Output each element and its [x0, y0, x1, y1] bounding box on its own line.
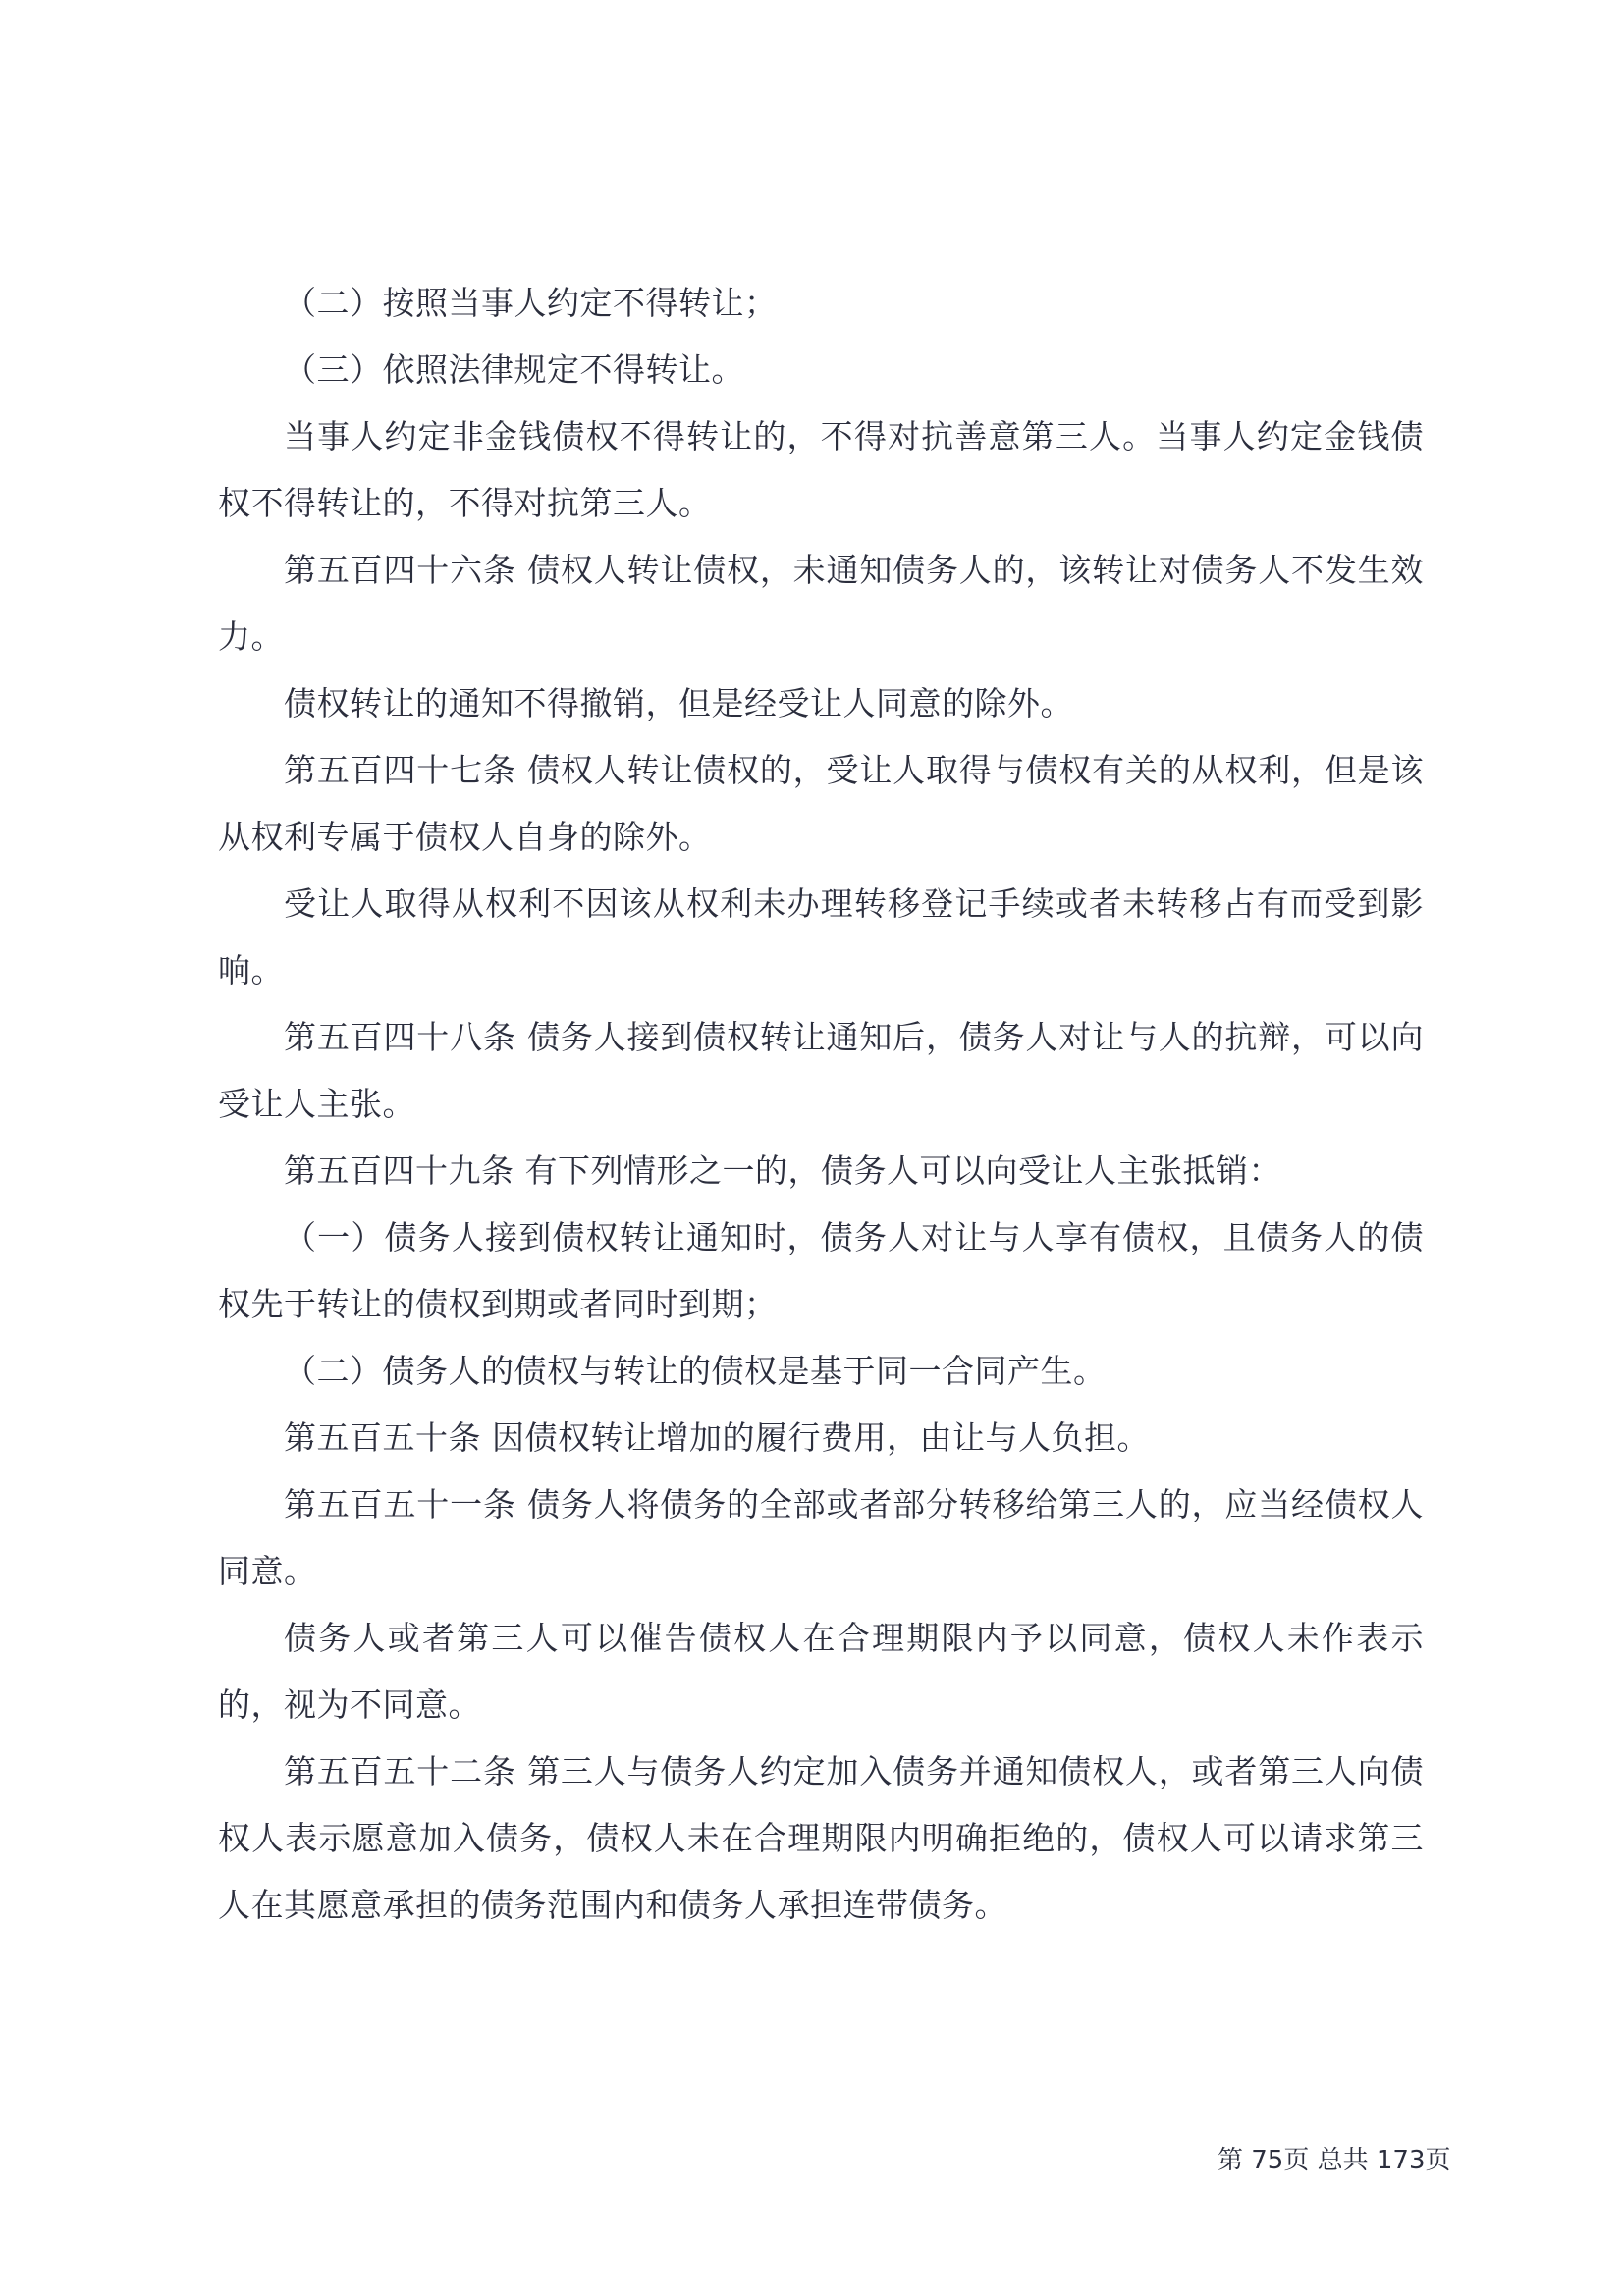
article-550: 第五百五十条 因债权转让增加的履行费用，由让与人负担。 [284, 1418, 1150, 1457]
paragraph-clause-3: （三）依照法律规定不得转让。 [284, 350, 744, 389]
paragraph-demand-consent: 债务人或者第三人可以催告债权人在合理期限内予以同意，债权人未作表示的，视为不同意。 [218, 1619, 1424, 1724]
paragraph-clause-2: （二）按照当事人约定不得转让； [284, 284, 778, 322]
article-549: 第五百四十九条 有下列情形之一的，债务人可以向受让人主张抵销： [284, 1151, 1281, 1190]
paragraph-item-1: （一）债务人接到债权转让通知时，债务人对让与人享有债权，且债务人的债权先于转让的债权到期或者同时到期； [218, 1218, 1424, 1323]
paragraph-notice-revocation: 债权转让的通知不得撤销，但是经受让人同意的除外。 [284, 684, 1073, 722]
document-body [218, 270, 1424, 1939]
article-547: 第五百四十七条 债权人转让债权的，受让人取得与债权有关的从权利，但是该从权利专属于债权人自身的除外。 [218, 751, 1424, 856]
paragraph-accessory-rights: 受让人取得从权利不因该从权利未办理转移登记手续或者未转移占有而受到影响。 [218, 884, 1424, 989]
article-552: 第五百五十二条 第三人与债务人约定加入债务并通知债权人，或者第三人向债权人表示愿意加入债务，债权人未在合理期限内明确拒绝的，债权人可以请求第三人在其愿意承担的债务范围内和债务人承担连带债务。 [218, 1752, 1424, 1924]
article-551: 第五百五十一条 债务人将债务的全部或者部分转移给第三人的，应当经债权人同意。 [218, 1485, 1424, 1590]
article-546: 第五百四十六条 债权人转让债权，未通知债务人的，该转让对债务人不发生效力。 [218, 551, 1424, 656]
page-footer: 第 75页 总共 173页 [1218, 2146, 1451, 2175]
paragraph-agreement: 当事人约定非金钱债权不得转让的，不得对抗善意第三人。当事人约定金钱债权不得转让的，不得对抗第三人。 [218, 417, 1424, 522]
article-548: 第五百四十八条 债务人接到债权转让通知后，债务人对让与人的抗辩，可以向受让人主张。 [218, 1018, 1424, 1123]
paragraph-item-2: （二）债务人的债权与转让的债权是基于同一合同产生。 [284, 1352, 1107, 1390]
